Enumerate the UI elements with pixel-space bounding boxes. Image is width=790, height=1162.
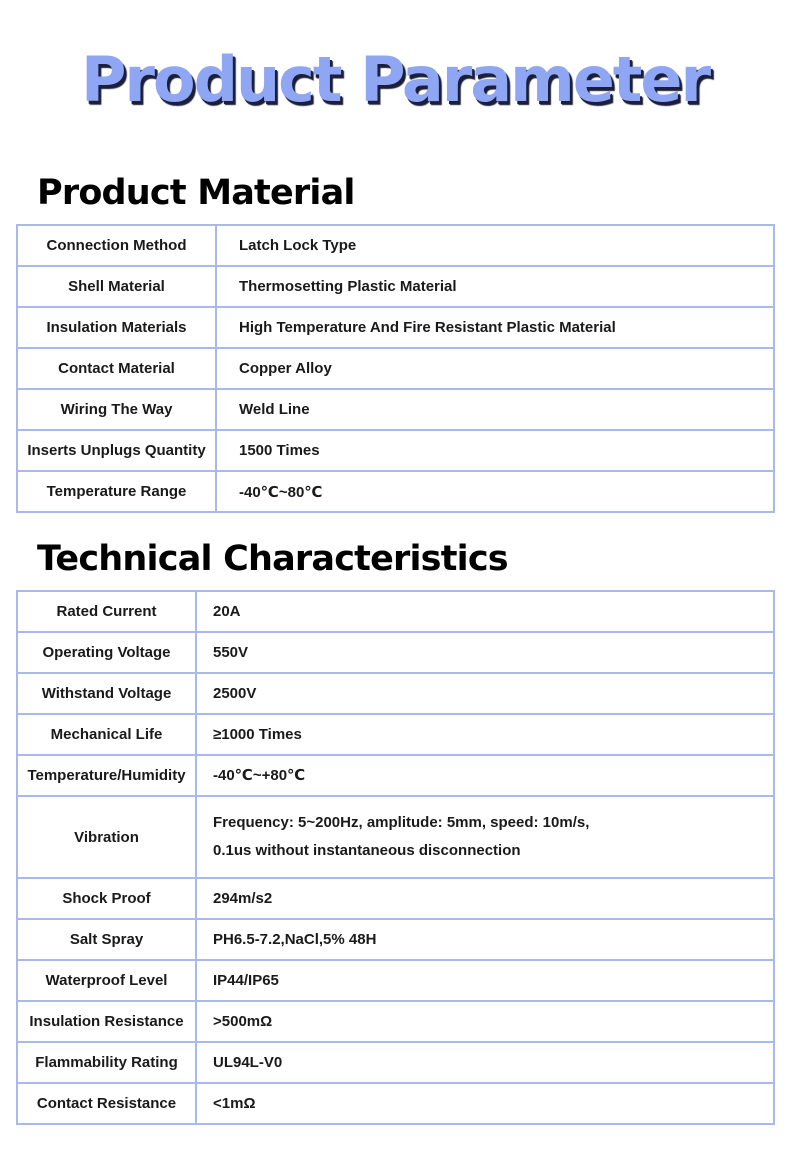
row-value: Thermosetting Plastic Material <box>216 266 774 307</box>
table-row <box>17 1001 774 1042</box>
row-value: 550V <box>196 632 774 673</box>
row-label: Waterproof Level <box>17 960 196 1001</box>
section-heading-technical-characteristics: Technical Characteristics <box>37 539 508 579</box>
row-value: IP44/IP65 <box>196 960 774 1001</box>
product-material-table <box>16 224 775 513</box>
table-row <box>17 591 774 632</box>
table-row <box>17 389 774 430</box>
table-row <box>17 919 774 960</box>
row-label: Operating Voltage <box>17 632 196 673</box>
table-row <box>17 796 774 878</box>
table-row <box>17 225 774 266</box>
row-label: Inserts Unplugs Quantity <box>17 430 216 471</box>
row-value: ≥1000 Times <box>196 714 774 755</box>
table-row <box>17 878 774 919</box>
row-value: -40℃~80℃ <box>216 471 774 512</box>
section-heading-product-material: Product Material <box>37 173 355 213</box>
table-row <box>17 266 774 307</box>
row-label: Wiring The Way <box>17 389 216 430</box>
row-value: 2500V <box>196 673 774 714</box>
row-value: 1500 Times <box>216 430 774 471</box>
row-label: Temperature/Humidity <box>17 755 196 796</box>
row-label: Rated Current <box>17 591 196 632</box>
row-value: UL94L-V0 <box>196 1042 774 1083</box>
row-label: Connection Method <box>17 225 216 266</box>
row-label: Shell Material <box>17 266 216 307</box>
row-label: Mechanical Life <box>17 714 196 755</box>
row-label: Temperature Range <box>17 471 216 512</box>
row-value: -40℃~+80℃ <box>196 755 774 796</box>
row-label: Salt Spray <box>17 919 196 960</box>
row-value: 20A <box>196 591 774 632</box>
row-label: Contact Resistance <box>17 1083 196 1124</box>
row-value: Copper Alloy <box>216 348 774 389</box>
page-title: Product Parameter <box>80 43 710 116</box>
table-row <box>17 755 774 796</box>
technical-characteristics-table <box>16 590 775 1125</box>
table-row <box>17 471 774 512</box>
table-row <box>17 430 774 471</box>
row-value-multiline <box>196 796 774 878</box>
row-value: Weld Line <box>216 389 774 430</box>
row-value-line: 0.1us without instantaneous disconnection <box>213 842 521 859</box>
table-row <box>17 1083 774 1124</box>
table-row <box>17 960 774 1001</box>
table-row <box>17 673 774 714</box>
row-value: <1mΩ <box>196 1083 774 1124</box>
row-label: Withstand Voltage <box>17 673 196 714</box>
table-row <box>17 1042 774 1083</box>
row-value-line: Frequency: 5~200Hz, amplitude: 5mm, speed: 10m/s, <box>213 814 590 831</box>
row-label: Shock Proof <box>17 878 196 919</box>
table-row <box>17 714 774 755</box>
row-value: PH6.5-7.2,NaCl,5% 48H <box>196 919 774 960</box>
row-value: >500mΩ <box>196 1001 774 1042</box>
row-label: Contact Material <box>17 348 216 389</box>
row-value: Latch Lock Type <box>216 225 774 266</box>
row-label: Flammability Rating <box>17 1042 196 1083</box>
row-label: Vibration <box>17 796 196 878</box>
table-row <box>17 632 774 673</box>
row-label: Insulation Resistance <box>17 1001 196 1042</box>
row-value: High Temperature And Fire Resistant Plastic Material <box>216 307 774 348</box>
row-value: 294m/s2 <box>196 878 774 919</box>
table-row <box>17 348 774 389</box>
row-label: Insulation Materials <box>17 307 216 348</box>
table-row <box>17 307 774 348</box>
